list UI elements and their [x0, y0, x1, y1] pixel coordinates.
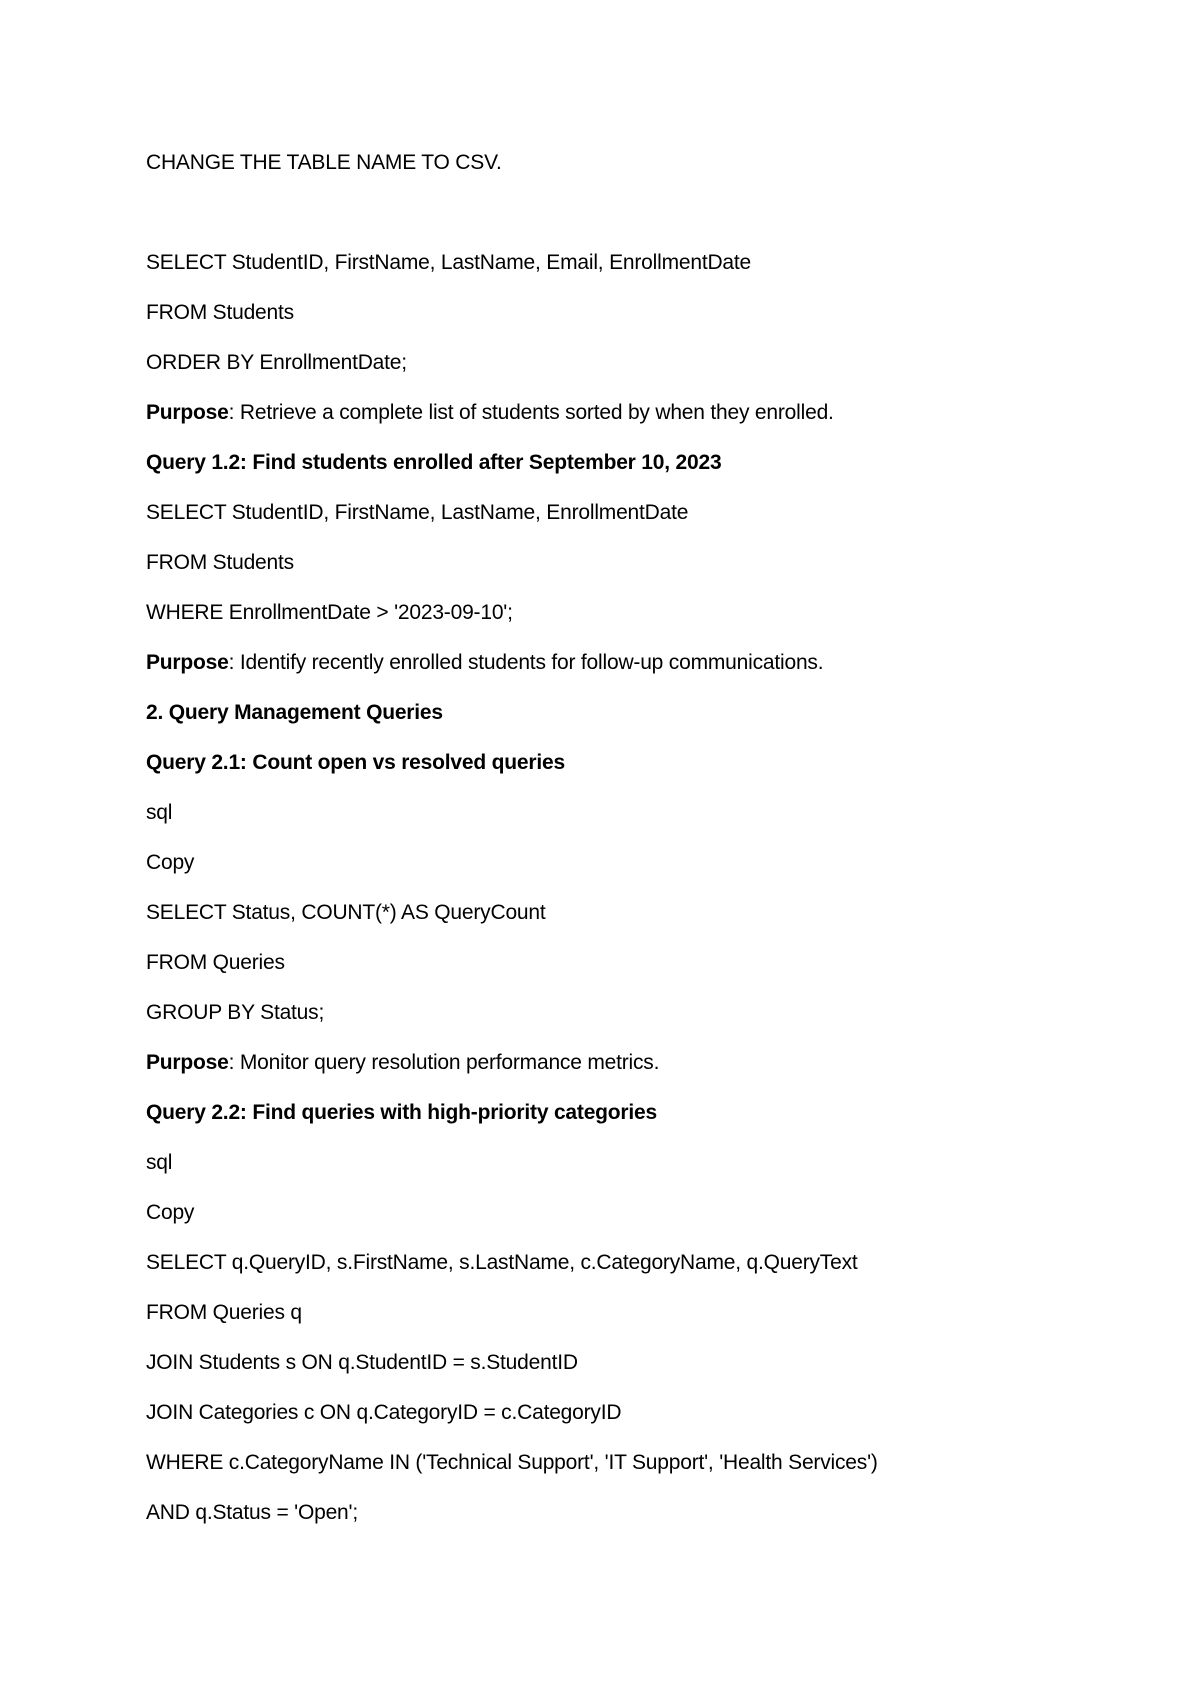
sql-line: WHERE c.CategoryName IN ('Technical Support', 'IT Support', 'Health Services')	[146, 1451, 878, 1474]
sql-line: JOIN Students s ON q.StudentID = s.StudentID	[146, 1351, 578, 1374]
sql-line: JOIN Categories c ON q.CategoryID = c.CategoryID	[146, 1401, 622, 1424]
purpose-label: Purpose	[146, 401, 229, 424]
sql-line: FROM Students	[146, 301, 294, 324]
purpose-text: : Monitor query resolution performance metrics.	[228, 1051, 660, 1074]
code-language-label: sql	[146, 801, 173, 824]
sql-line: ORDER BY EnrollmentDate;	[146, 351, 407, 374]
sql-line: AND q.Status = 'Open';	[146, 1501, 358, 1524]
copy-label: Copy	[146, 851, 195, 874]
query-heading: Query 2.1: Count open vs resolved queries	[146, 751, 565, 774]
instruction-text: CHANGE THE TABLE NAME TO CSV.	[146, 151, 502, 174]
sql-line: SELECT StudentID, FirstName, LastName, Email, EnrollmentDate	[146, 251, 752, 274]
query-heading: Query 1.2: Find students enrolled after September 10, 2023	[146, 451, 722, 474]
code-language-label: sql	[146, 1151, 173, 1174]
sql-line: FROM Students	[146, 551, 294, 574]
purpose-line	[146, 400, 834, 426]
sql-line: FROM Queries q	[146, 1301, 302, 1324]
sql-line: SELECT StudentID, FirstName, LastName, EnrollmentDate	[146, 501, 689, 524]
copy-label: Copy	[146, 1201, 195, 1224]
purpose-line	[146, 650, 823, 676]
sql-line: WHERE EnrollmentDate > '2023-09-10';	[146, 601, 513, 624]
section-heading: 2. Query Management Queries	[146, 701, 443, 724]
purpose-text: : Retrieve a complete list of students sorted by when they enrolled.	[228, 401, 834, 424]
sql-line: GROUP BY Status;	[146, 1001, 325, 1024]
purpose-label: Purpose	[146, 1051, 229, 1074]
sql-line: SELECT q.QueryID, s.FirstName, s.LastName, c.CategoryName, q.QueryText	[146, 1251, 858, 1274]
purpose-label: Purpose	[146, 651, 229, 674]
sql-line: FROM Queries	[146, 951, 285, 974]
purpose-text: : Identify recently enrolled students for follow-up communications.	[228, 651, 824, 674]
query-heading: Query 2.2: Find queries with high-priority categories	[146, 1101, 657, 1124]
purpose-line	[146, 1050, 659, 1076]
sql-line: SELECT Status, COUNT(*) AS QueryCount	[146, 901, 546, 924]
